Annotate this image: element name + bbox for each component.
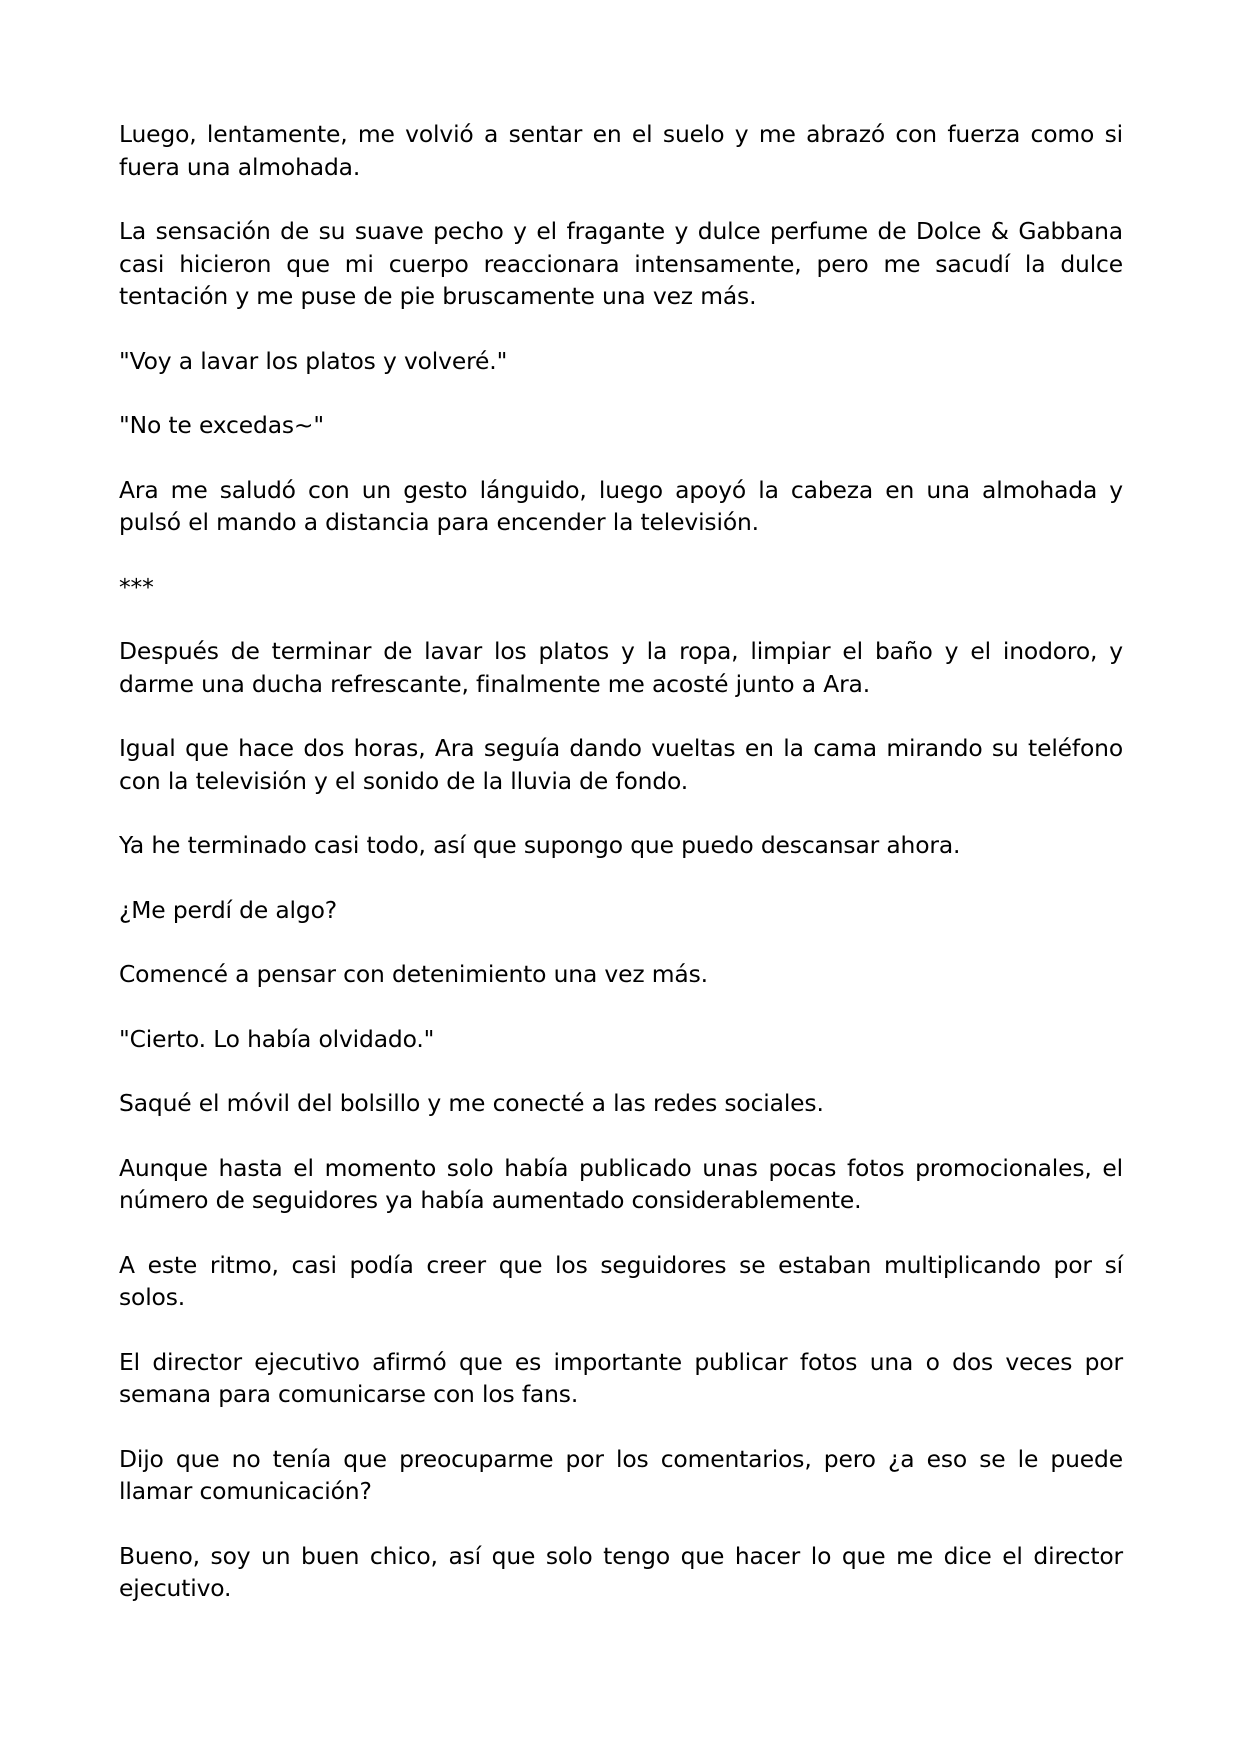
paragraph: Luego, lentamente, me volvió a sentar en el suelo y me abrazó con fuerza como si fuera una almohada. [119, 120, 1123, 181]
scene-break: *** [119, 572, 154, 601]
paragraph: Aunque hasta el momento solo había publicado unas pocas fotos promocionales, el número de seguidores ya había aumentado considerablemente. [119, 1153, 1123, 1214]
paragraph: "No te excedas~" [119, 411, 324, 439]
paragraph: Comencé a pensar con detenimiento una vez más. [119, 960, 708, 988]
document-page [119, 118, 1123, 1605]
paragraph: Bueno, soy un buen chico, así que solo tengo que hacer lo que me dice el director ejecutivo. [119, 1541, 1123, 1602]
paragraph: Después de terminar de lavar los platos y la ropa, limpiar el baño y el inodoro, y darme una ducha refrescante, finalmente me acosté junto a Ara. [119, 637, 1123, 698]
paragraph: ¿Me perdí de algo? [119, 895, 338, 924]
paragraph: Saqué el móvil del bolsillo y me conecté a las redes sociales. [119, 1089, 824, 1117]
paragraph: Ara me saludó con un gesto lánguido, luego apoyó la cabeza en una almohada y pulsó el mando a distancia para encender la televisión. [119, 475, 1123, 536]
paragraph: Dijo que no tenía que preocuparme por los comentarios, pero ¿a eso se le puede llamar comunicación? [119, 1444, 1123, 1505]
paragraph: "Voy a lavar los platos y volveré." [119, 346, 508, 375]
paragraph: Ya he terminado casi todo, así que supongo que puedo descansar ahora. [119, 831, 961, 859]
paragraph: Igual que hace dos horas, Ara seguía dando vueltas en la cama mirando su teléfono con la televisión y el sonido de la lluvia de fondo. [119, 734, 1123, 795]
paragraph: La sensación de su suave pecho y el fragante y dulce perfume de Dolce & Gabbana casi hicieron que mi cuerpo reaccionara intensamente, pero me sacudí la dulce tentación y me puse de pie bruscamente una vez más. [119, 217, 1123, 310]
paragraph: "Cierto. Lo había olvidado." [119, 1024, 435, 1053]
paragraph: El director ejecutivo afirmó que es importante publicar fotos una o dos veces por semana para comunicarse con los fans. [119, 1347, 1123, 1408]
paragraph: A este ritmo, casi podía creer que los seguidores se estaban multiplicando por sí solos. [119, 1250, 1123, 1311]
